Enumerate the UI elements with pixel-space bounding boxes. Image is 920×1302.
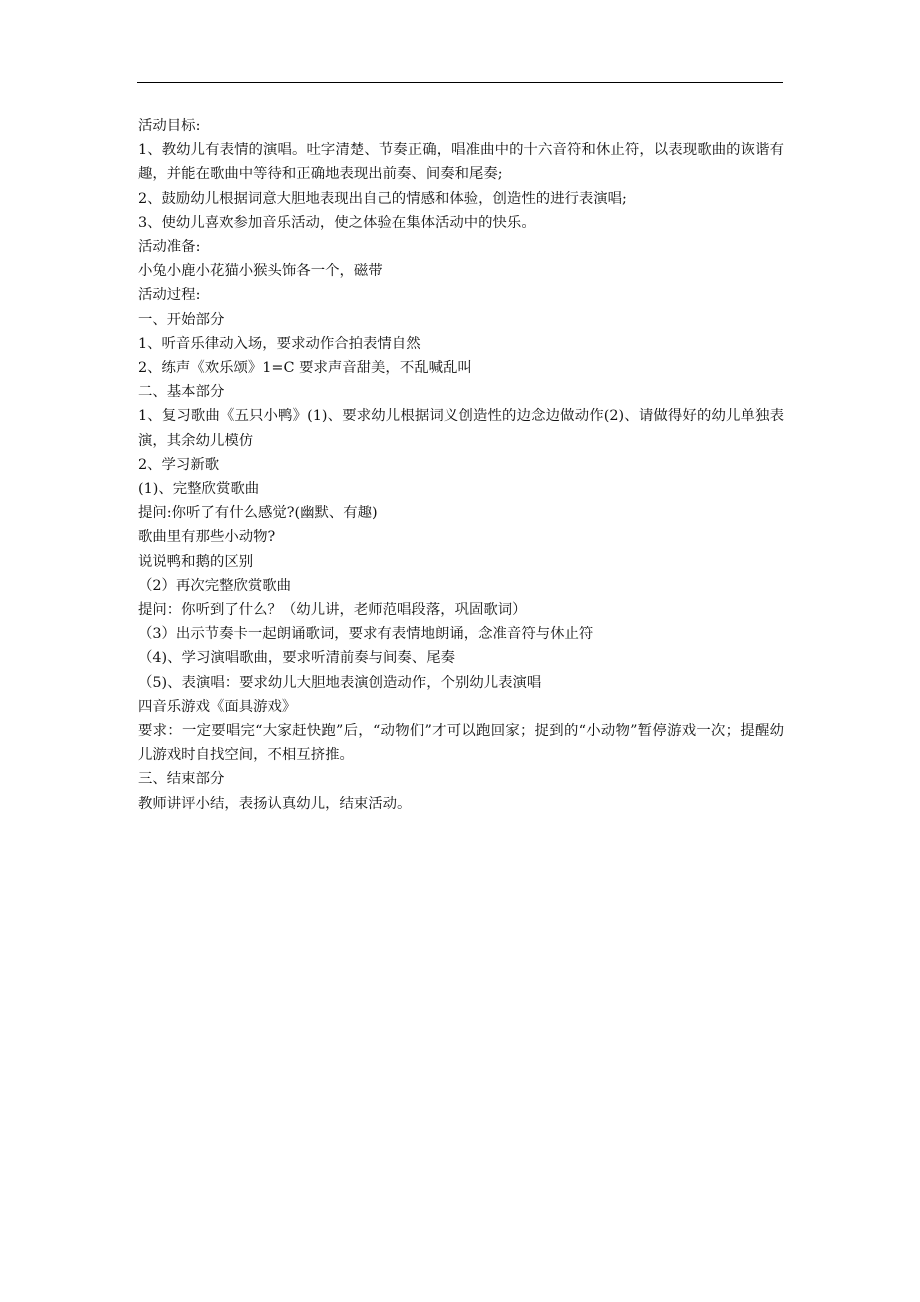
substep-4: （4)、学习演唱歌曲，要求听清前奏与间奏、尾奏: [138, 650, 455, 667]
question-animals: 歌曲里有那些小动物?: [138, 529, 276, 546]
goal-item-1: 1、教幼儿有表情的演唱。吐字清楚、节奏正确，唱准曲中的十六音符和休止符，以表现歌曲的诙谐有趣，并能在歌曲中等待和正确地表现出前奏、间奏和尾奏;: [138, 142, 784, 183]
substep-1: (1)、完整欣赏歌曲: [138, 481, 260, 498]
substep-3: （3）出示节奏卡一起朗诵歌词，要求有表情地朗诵，念准音符与休止符: [138, 626, 594, 643]
game-requirements: 要求：一定要唱完“大家赶快跑”后，“动物们”才可以跑回家；捉到的“小动物”暂停游戏一次；提醒幼儿游戏时自找空间，不相互挤推。: [138, 723, 784, 764]
preparation-text: 小兔小鹿小花猫小猴头饰各一个，磁带: [138, 263, 383, 280]
goal-item-2: 2、鼓励幼儿根据词意大胆地表现出自己的情感和体验，创造性的进行表演唱;: [138, 190, 627, 207]
section-opening: 一、开始部分: [138, 311, 225, 328]
substep-2: （2）再次完整欣赏歌曲: [138, 577, 292, 594]
opening-step-2: 2、练声《欢乐颂》1=C 要求声音甜美，不乱喊乱叫: [138, 360, 472, 377]
section-ending: 三、结束部分: [138, 771, 225, 788]
heading-activity-process: 活动过程:: [138, 287, 201, 304]
question-feeling: 提问:你听了有什么感觉?(幽默、有趣): [138, 505, 378, 522]
basic-step-1: 1、复习歌曲《五只小鸭》(1)、要求幼儿根据词义创造性的边念边做动作(2)、请做得好的幼儿单独表演，其余幼儿模仿: [138, 408, 784, 449]
question-duck-goose: 说说鸭和鹅的区别: [138, 553, 254, 570]
header-rule: [137, 82, 783, 83]
question-heard: 提问：你听到了什么？（幼儿讲，老师范唱段落，巩固歌词）: [138, 602, 527, 619]
substep-5: （5)、表演唱：要求幼儿大胆地表演创造动作，个别幼儿表演唱: [138, 674, 542, 691]
opening-step-1: 1、听音乐律动入场，要求动作合拍表情自然: [138, 335, 421, 352]
ending-text: 教师讲评小结，表扬认真幼儿，结束活动。: [138, 795, 412, 812]
goal-item-3: 3、使幼儿喜欢参加音乐活动，使之体验在集体活动中的快乐。: [138, 214, 536, 231]
heading-activity-goals: 活动目标:: [138, 118, 201, 134]
heading-activity-preparation: 活动准备:: [138, 239, 201, 256]
document-body: [138, 114, 784, 816]
section-basic: 二、基本部分: [138, 384, 225, 401]
section-music-game: 四音乐游戏《面具游戏》: [138, 698, 297, 715]
basic-step-2: 2、学习新歌: [138, 456, 220, 473]
